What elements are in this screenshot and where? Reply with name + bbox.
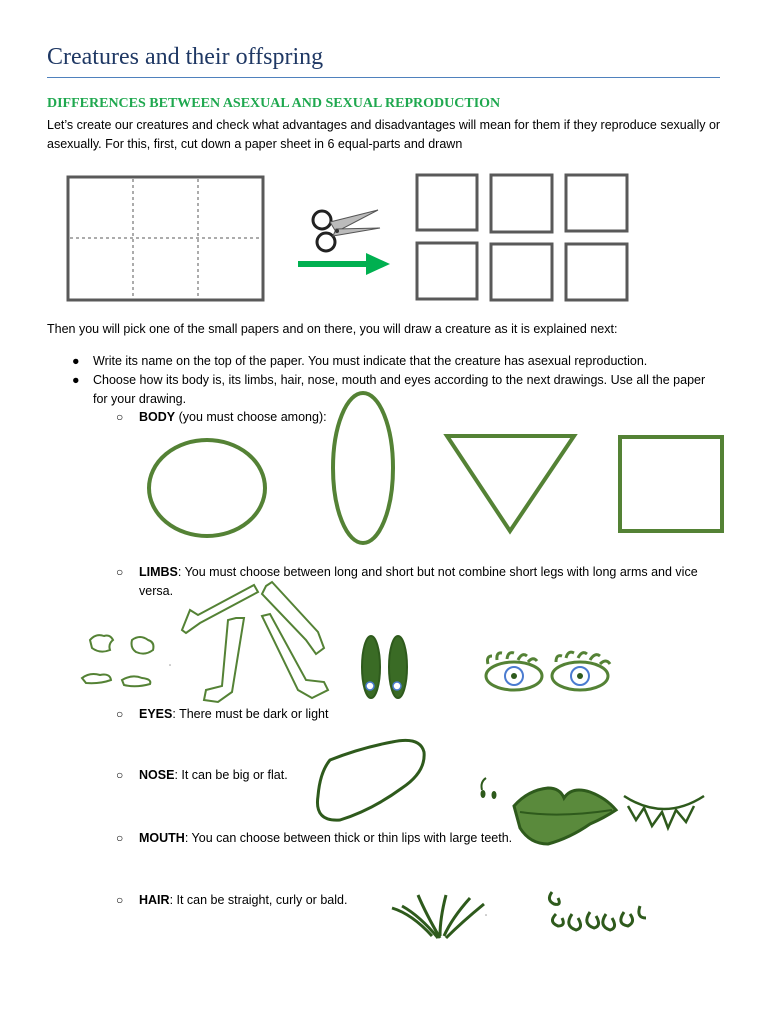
sub-marker: ○ <box>116 410 124 424</box>
hair-option-label <box>139 891 347 910</box>
body-oval <box>333 393 393 543</box>
short-foot <box>122 676 150 686</box>
eyes-label: EYES <box>139 707 173 721</box>
light-eye <box>486 653 542 690</box>
section-heading: DIFFERENCES BETWEEN ASEXUAL AND SEXUAL REPRODUCTION <box>47 96 501 111</box>
mouth-option-label <box>139 829 512 848</box>
eyes-text: : There must be dark or light <box>172 707 329 721</box>
sub-marker: ○ <box>116 893 124 907</box>
small-paper <box>491 244 552 300</box>
big-nose <box>317 740 424 820</box>
sub-marker: ○ <box>116 831 124 845</box>
bullet-name-instruction: Write its name on the top of the paper. You must indicate that the creature has asexual reproduction. <box>93 354 648 368</box>
body-text: (you must choose among): <box>175 410 327 424</box>
mouth-drawings <box>514 788 704 844</box>
hair-label: HAIR <box>139 893 170 907</box>
short-hand <box>90 635 113 652</box>
mouth-label: MOUTH <box>139 831 185 845</box>
sub-marker: ○ <box>116 707 124 721</box>
nose-drawings <box>317 740 496 820</box>
small-paper <box>566 175 627 231</box>
mouth-text: : You can choose between thick or thin lips with large teeth. <box>184 831 513 845</box>
limbs-option-label <box>139 563 729 601</box>
scissors-icon <box>313 210 380 251</box>
small-paper <box>417 175 477 230</box>
short-foot <box>82 674 111 683</box>
thin-lips-teeth <box>624 796 704 828</box>
bullet-marker: ● <box>72 354 80 368</box>
small-paper <box>417 243 477 299</box>
arrow-right-icon <box>298 253 390 275</box>
hair-text: : It can be straight, curly or bald. <box>169 893 348 907</box>
body-square <box>620 437 722 531</box>
curly-hair <box>549 892 646 930</box>
small-papers <box>417 175 627 300</box>
page-title: Creatures and their offspring <box>47 44 324 70</box>
limbs-label: LIMBS <box>139 565 178 579</box>
limbs-text: : You must choose between long and short but not combine short legs with long arms and vice versa. <box>139 565 698 598</box>
straight-hair <box>392 895 484 938</box>
small-paper <box>491 175 552 232</box>
body-option-label <box>139 408 327 427</box>
nose-text: : It can be big or flat. <box>174 768 288 782</box>
light-eye <box>552 652 610 690</box>
sub-marker: ○ <box>116 565 124 579</box>
body-circle <box>149 440 265 536</box>
body-triangle <box>447 436 574 531</box>
thick-lips <box>514 788 616 844</box>
long-leg-left <box>204 618 244 702</box>
bullet-body-instruction: Choose how its body is, its limbs, hair, nose, mouth and eyes according to the next drawings. Use all the paper for your drawing. <box>93 373 706 406</box>
flat-nose <box>481 778 497 799</box>
nose-option-label <box>139 766 288 785</box>
long-leg-right <box>262 614 328 698</box>
short-hand <box>132 637 154 654</box>
eyes-option-label <box>139 705 328 724</box>
bullet-marker: ● <box>72 373 80 387</box>
eyes-drawings <box>362 636 610 698</box>
intro-paragraph: Let’s create our creatures and check what advantages and disadvantages will mean for them if they reproduce sexually or asexually. For this, first, cut down a paper sheet in 6 equal-parts and drawn <box>47 118 721 151</box>
instructions-paragraph: Then you will pick one of the small papers and on there, you will draw a creature as it is explained next: <box>47 322 618 336</box>
body-label: BODY <box>139 410 176 424</box>
nose-label: NOSE <box>139 768 175 782</box>
small-paper <box>566 244 627 300</box>
sub-marker: ○ <box>116 768 124 782</box>
hair-drawings <box>392 892 646 938</box>
